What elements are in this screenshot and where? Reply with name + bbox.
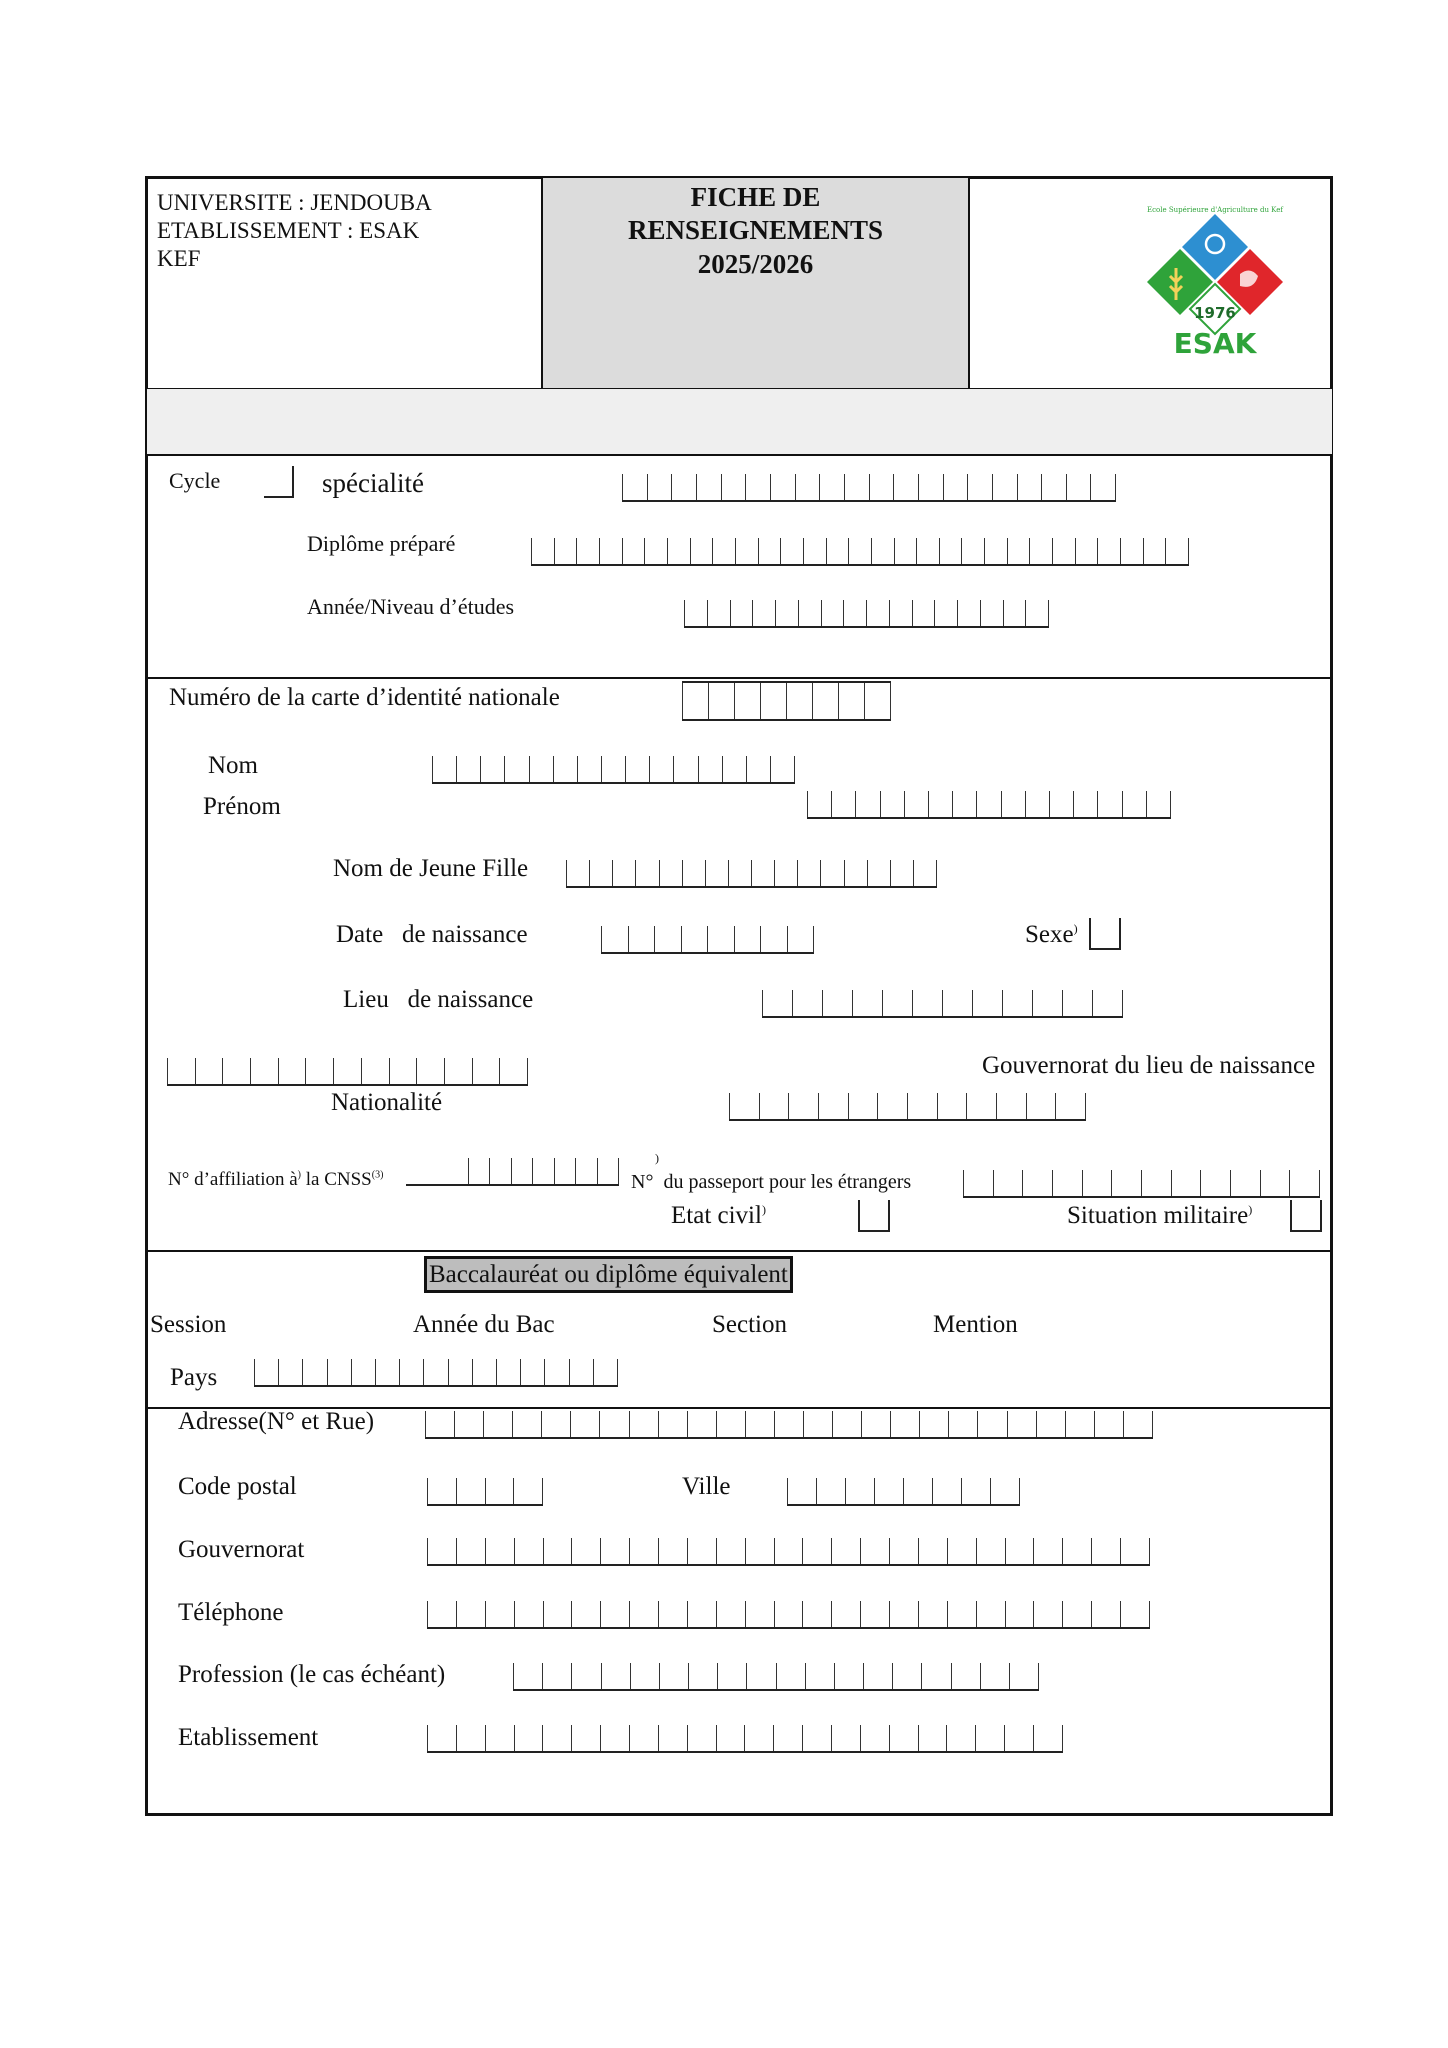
gouvernorat-naissance-label: Gouvernorat du lieu de naissance bbox=[982, 1052, 1316, 1079]
session-label: Session bbox=[150, 1311, 227, 1338]
nationalite-input[interactable] bbox=[729, 1085, 1086, 1121]
lieu-naissance-label: Lieu de naissance bbox=[343, 986, 534, 1013]
nationalite-label: Nationalité bbox=[331, 1089, 443, 1116]
sexe-checkbox[interactable] bbox=[1089, 918, 1121, 950]
mention-label: Mention bbox=[933, 1311, 1018, 1338]
cnss-sup: (3) bbox=[371, 1169, 384, 1181]
situation-militaire-checkbox[interactable] bbox=[1290, 1200, 1322, 1232]
form-year: 2025/2026 bbox=[697, 249, 814, 279]
ville-input[interactable] bbox=[787, 1470, 1020, 1506]
bac-title: Baccalauréat ou diplôme équivalent bbox=[424, 1256, 793, 1293]
etablissement-input[interactable] bbox=[427, 1717, 1063, 1753]
etablissement-text: ETABLISSEMENT : ESAK bbox=[157, 218, 420, 243]
code-postal-label: Code postal bbox=[178, 1473, 297, 1500]
band-bottom-line bbox=[147, 454, 1332, 456]
passeport-input[interactable] bbox=[963, 1162, 1320, 1198]
diplome-label: Diplôme préparé bbox=[307, 531, 456, 556]
cycle-label: Cycle bbox=[169, 468, 221, 493]
passeport-label: N° du passeport pour les étrangers bbox=[631, 1171, 912, 1193]
etat-civil-label: Etat civil) bbox=[671, 1202, 766, 1229]
gouvernorat-input[interactable] bbox=[427, 1530, 1150, 1566]
ville-text: KEF bbox=[157, 246, 201, 271]
cnss-input[interactable] bbox=[406, 1150, 619, 1186]
cycle-bottom-line bbox=[147, 677, 1332, 679]
logo-year: 1976 bbox=[1194, 304, 1236, 322]
adresse-label: Adresse(N° et Rue) bbox=[178, 1408, 375, 1435]
cnss-label: N° d’affiliation à) la CNSS$^{(3)}$ bbox=[168, 1169, 384, 1190]
specialite-input[interactable] bbox=[622, 466, 1116, 502]
lieu-naissance-input[interactable] bbox=[762, 982, 1123, 1018]
cnss-a-sup: ) bbox=[297, 1169, 301, 1181]
cin-input[interactable] bbox=[682, 681, 891, 721]
profession-label: Profession (le cas échéant) bbox=[178, 1661, 446, 1688]
ville-label: Ville bbox=[682, 1473, 731, 1500]
prenom-label: Prénom bbox=[203, 793, 281, 820]
annee-bac-label: Année du Bac bbox=[413, 1311, 555, 1338]
sexe-label: Sexe) bbox=[1025, 921, 1078, 948]
gouvernorat-label: Gouvernorat bbox=[178, 1536, 305, 1563]
section-label: Section bbox=[712, 1311, 787, 1338]
code-postal-input[interactable] bbox=[427, 1470, 543, 1506]
identity-bottom-line bbox=[147, 1250, 1332, 1252]
logo-acronym: ESAK bbox=[1173, 327, 1257, 360]
prenom-input[interactable] bbox=[807, 783, 1171, 819]
grey-band bbox=[147, 389, 1332, 454]
date-naissance-label: Date de naissance bbox=[336, 921, 528, 948]
nom-jeune-fille-label: Nom de Jeune Fille bbox=[333, 855, 529, 882]
pays-input[interactable] bbox=[254, 1351, 618, 1387]
telephone-label: Téléphone bbox=[178, 1599, 284, 1626]
gouvernorat-naissance-input[interactable] bbox=[167, 1050, 528, 1086]
annee-niveau-input[interactable] bbox=[684, 592, 1049, 628]
logo-arc-text: Ecole Supérieure d'Agriculture du Kef bbox=[1147, 206, 1283, 214]
situation-militaire-sup: ) bbox=[1248, 1202, 1253, 1217]
nom-label: Nom bbox=[208, 752, 258, 779]
form-title-line1: FICHE DE bbox=[690, 182, 821, 212]
specialite-label: spécialité bbox=[322, 468, 424, 498]
nom-input[interactable] bbox=[432, 748, 795, 784]
adresse-input[interactable] bbox=[425, 1403, 1153, 1439]
telephone-input[interactable] bbox=[427, 1593, 1150, 1629]
etat-civil-sup: ) bbox=[761, 1202, 766, 1217]
esak-logo bbox=[1140, 196, 1290, 366]
pays-label: Pays bbox=[170, 1364, 218, 1391]
diplome-input[interactable] bbox=[531, 530, 1189, 566]
passeport-sup: ) bbox=[655, 1151, 659, 1165]
sexe-sup: ) bbox=[1073, 921, 1078, 936]
situation-militaire-label: Situation militaire) bbox=[1067, 1202, 1253, 1229]
date-naissance-input[interactable] bbox=[601, 918, 814, 954]
cycle-checkbox[interactable] bbox=[264, 466, 294, 498]
profession-input[interactable] bbox=[513, 1655, 1039, 1691]
etablissement-label: Etablissement bbox=[178, 1724, 319, 1751]
form-title-line2: RENSEIGNEMENTS bbox=[627, 215, 884, 245]
etat-civil-checkbox[interactable] bbox=[858, 1200, 890, 1232]
nom-jeune-fille-input[interactable] bbox=[566, 852, 937, 888]
annee-niveau-label: Année/Niveau d’études bbox=[307, 594, 515, 619]
cin-label: Numéro de la carte d’identité nationale bbox=[169, 684, 560, 711]
universite-text: UNIVERSITE : JENDOUBA bbox=[157, 190, 432, 215]
